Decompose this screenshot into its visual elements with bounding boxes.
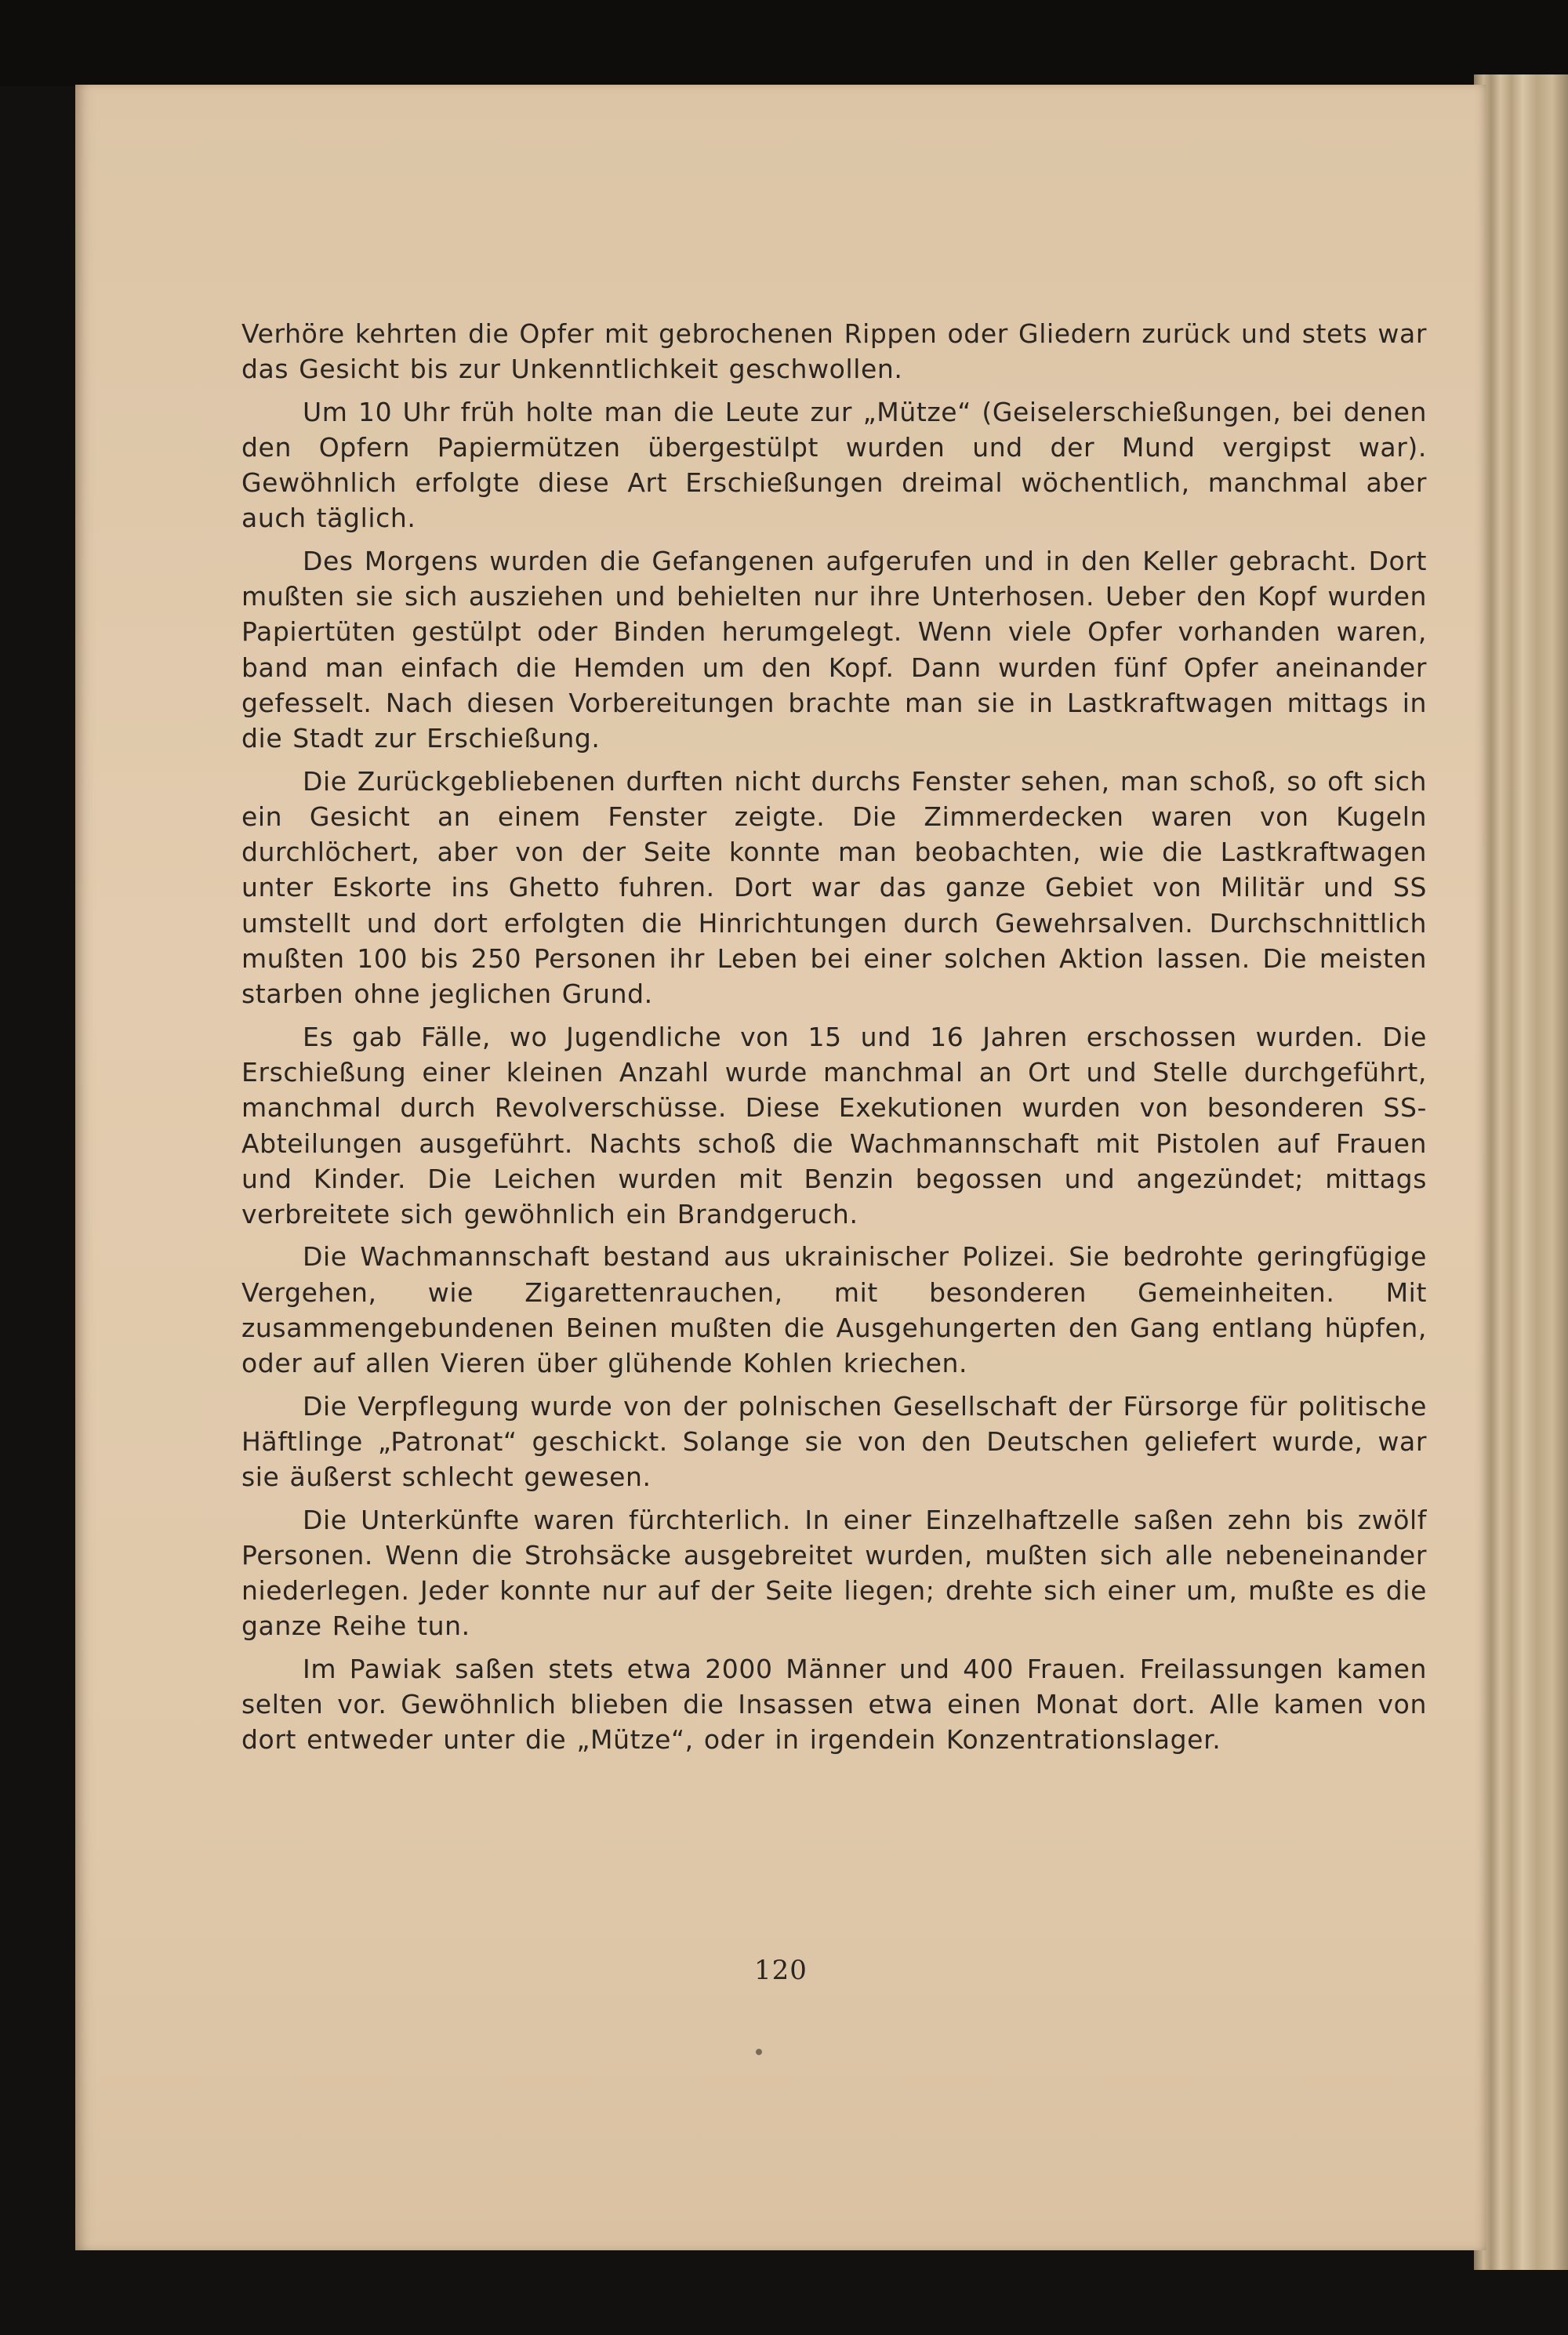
backdrop — [0, 0, 1568, 86]
paragraph: Es gab Fälle, wo Jugendliche von 15 und 16 Jahren erschossen wurden. Die Erschießung einer kleinen Anzahl wurde manchmal an Ort und Stelle durchgeführt, manchmal durch Revolverschüsse. Diese Exekutionen wurden von besonderen SS-Abteilungen ausgeführt. Nachts schoß die Wachmannschaft mit Pistolen auf Frauen und Kinder. Die Leichen wurden mit Benzin begossen und angezündet; mittags verbreitete sich gewöhnlich ein Brandgeruch. — [241, 1021, 1427, 1230]
paper-speck — [756, 2049, 762, 2055]
page-number: 120 — [754, 1955, 808, 1986]
paragraph: Die Wachmannschaft bestand aus ukrainischer Polizei. Sie bedrohte geringfügige Vergehen, wie Zigarettenrauchen, mit besonderen Gemeinheiten. Mit zusammengebundenen Beinen mußten die Ausgehungerten den Gang entlang hüpfen, oder auf allen Vieren über glühende Kohlen kriechen. — [241, 1241, 1427, 1379]
paragraph: Die Unterkünfte waren fürchterlich. In einer Einzelhaftzelle saßen zehn bis zwölf Personen. Wenn die Strohsäcke ausgebreitet wurden, mußten sich alle nebeneinander niederlegen. Jeder konnte nur auf der Seite liegen; drehte sich einer um, mußte es die ganze Reihe tun. — [241, 1504, 1427, 1642]
paragraph: Die Zurückgebliebenen durften nicht durchs Fenster sehen, man schoß, so oft sich ein Gesicht an einem Fenster zeigte. Die Zimmerdecken waren von Kugeln durchlöchert, aber von der Seite konnte man beobachten, wie die Lastkraftwagen unter Eskorte ins Ghetto fuhren. Dort war das ganze Gebiet von Militär und SS umstellt und dort erfolgten die Hinrichtungen durch Gewehrsalven. Durchschnittlich mußten 100 bis 250 Personen ihr Leben bei einer solchen Aktion lassen. Die meisten starben ohne jeglichen Grund. — [241, 765, 1427, 1010]
paragraph: Die Verpflegung wurde von der polnischen Gesellschaft der Fürsorge für politische Häftlinge „Patronat“ geschickt. Solange sie von den Deutschen geliefert wurde, war sie äußerst schlecht gewesen. — [241, 1390, 1427, 1493]
paragraph: Im Pawiak saßen stets etwa 2000 Männer und 400 Frauen. Freilassungen kamen selten vor. Gewöhnlich blieben die Insassen etwa einen Monat dort. Alle kamen von dort entweder unter die „Mütze“, oder in irgendein Konzentrationslager. — [241, 1653, 1427, 1756]
book-page — [75, 85, 1486, 2250]
body-text — [241, 316, 1427, 1765]
paragraph: Des Morgens wurden die Gefangenen aufgerufen und in den Keller gebracht. Dort mußten sie sich ausziehen und behielten nur ihre Unterhosen. Ueber den Kopf wurden Papiertüten gestülpt oder Binden herumgelegt. Wenn viele Opfer vorhanden waren, band man einfach die Hemden um den Kopf. Dann wurden fünf Opfer aneinander gefesselt. Nach diesen Vorbereitungen brachte man sie in Lastkraftwagen mittags in die Stadt zur Erschießung. — [241, 545, 1427, 754]
paragraph: Um 10 Uhr früh holte man die Leute zur „Mütze“ (Geiselerschießungen, bei denen den Opfern Papiermützen übergestülpt wurden und der Mund vergipst war). Gewöhnlich erfolgte diese Art Erschießungen dreimal wöchentlich, manchmal aber auch täglich. — [241, 396, 1427, 534]
page-stack-edge — [1474, 74, 1568, 2270]
paragraph: Verhöre kehrten die Opfer mit gebrochenen Rippen oder Gliedern zurück und stets war das Gesicht bis zur Unkenntlichkeit geschwollen. — [241, 318, 1427, 385]
